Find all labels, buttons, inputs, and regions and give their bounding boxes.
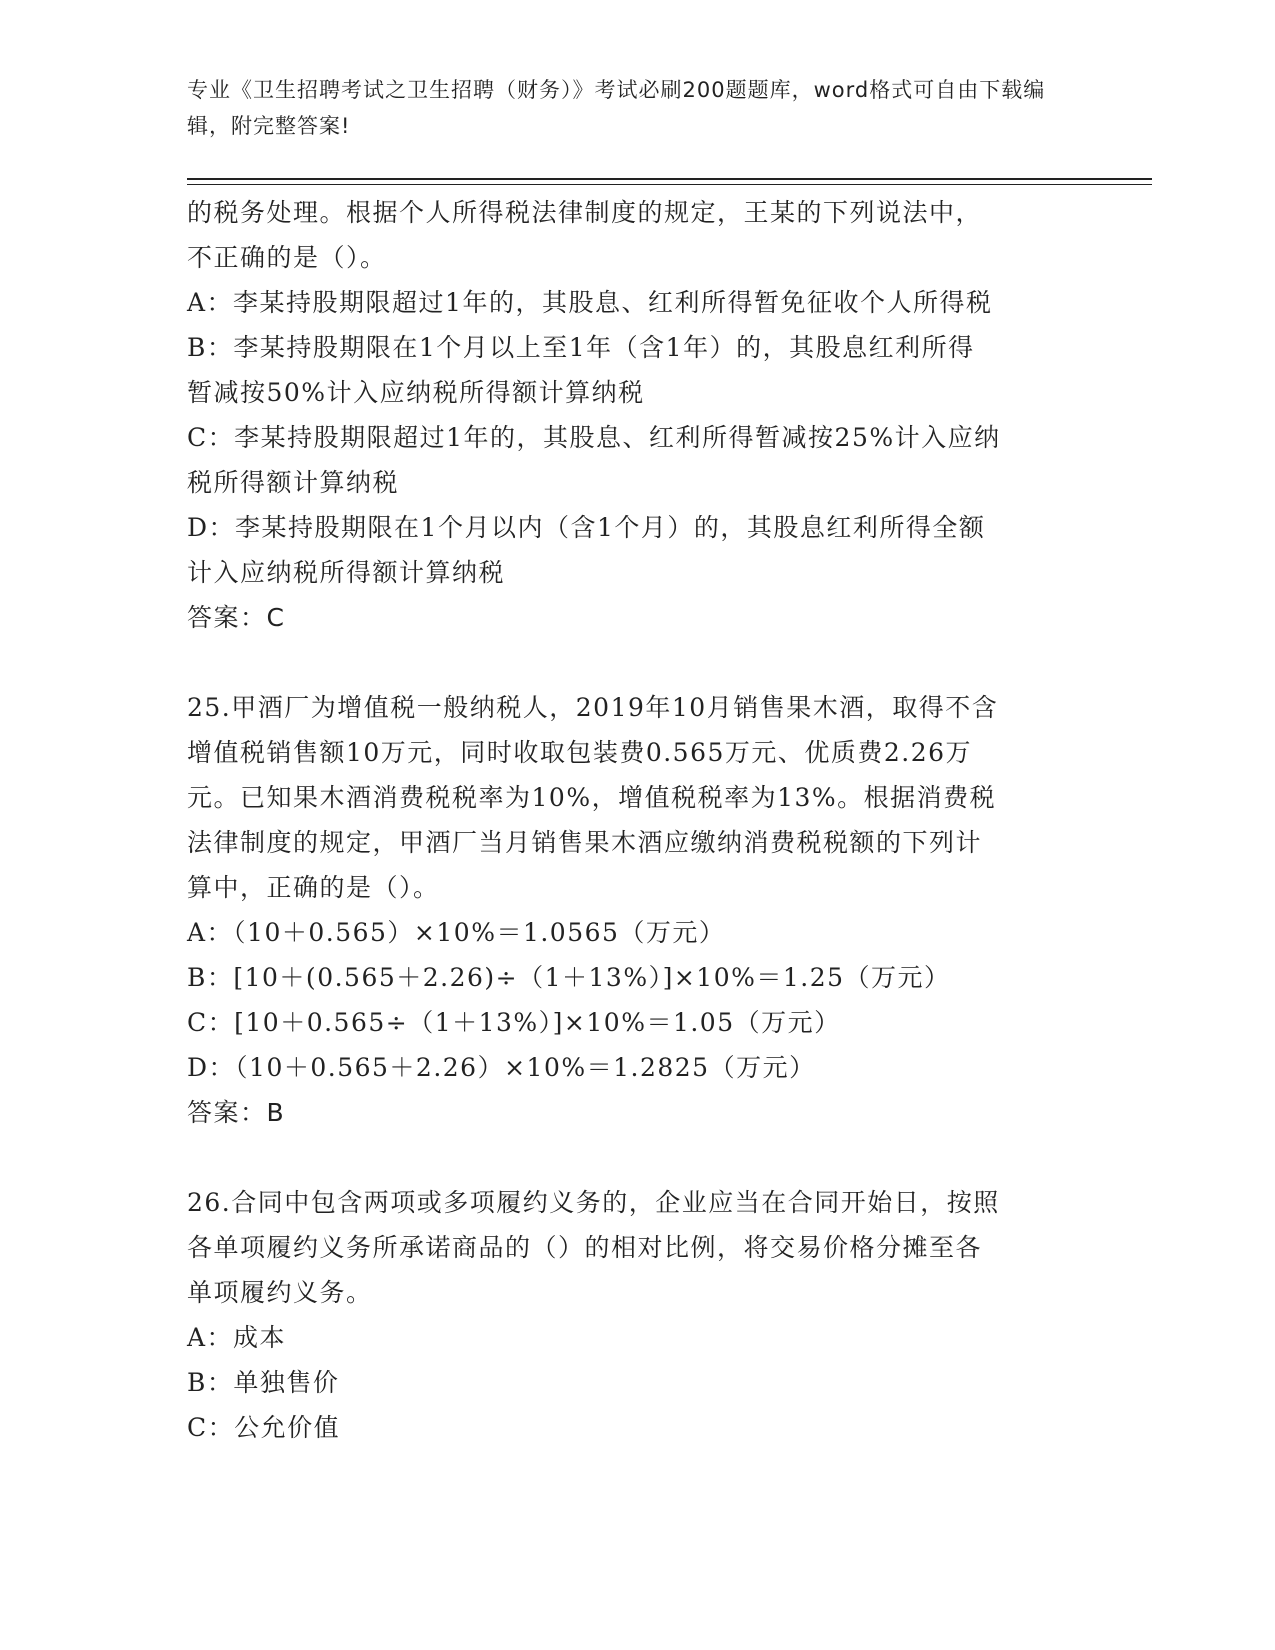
option-b: B：[10＋(0.565＋2.26)÷（1＋13%）]×10%＝1.25（万元） [187,963,951,992]
spacer [187,640,1067,685]
question-stem-line: 算中，正确的是（）。 [187,873,440,902]
question-stem-line: 单项履约义务。 [187,1278,373,1307]
question-stem-line: 不正确的是（）。 [187,243,387,272]
question-26 [187,1180,1067,1450]
option-c: C：[10＋0.565÷（1＋13%）]×10%＝1.05（万元） [187,1008,841,1037]
question-stem-line: 25.甲酒厂为增值税一般纳税人，2019年10月销售果木酒，取得不含 [187,693,999,722]
option-a: A：李某持股期限超过1年的，其股息、红利所得暂免征收个人所得税 [187,288,993,317]
option-b: B：李某持股期限在1个月以上至1年（含1年）的，其股息红利所得 [187,333,975,362]
option-c-cont: 税所得额计算纳税 [187,468,400,497]
question-stem-line: 法律制度的规定，甲酒厂当月销售果木酒应缴纳消费税税额的下列计 [187,828,983,857]
option-c: C：公允价值 [187,1413,341,1442]
option-d-cont: 计入应纳税所得额计算纳税 [187,558,506,587]
header-divider-thin [187,184,1152,185]
header-divider-thick [187,178,1152,180]
question-stem-line: 26.合同中包含两项或多项履约义务的，企业应当在合同开始日，按照 [187,1188,1000,1217]
option-b-cont: 暂减按50%计入应纳税所得额计算纳税 [187,378,645,407]
question-24 [187,190,1067,640]
question-stem-line: 的税务处理。根据个人所得税法律制度的规定，王某的下列说法中， [187,198,983,227]
answer-text: 答案：C [187,603,286,632]
question-25 [187,685,1067,1135]
option-d: D：（10＋0.565＋2.26）×10%＝1.2825（万元） [187,1053,816,1082]
spacer [187,1135,1067,1180]
option-a: A：成本 [187,1323,287,1352]
question-stem-line: 元。已知果木酒消费税税率为10%，增值税税率为13%。根据消费税 [187,783,997,812]
option-d: D：李某持股期限在1个月以内（含1个月）的，其股息红利所得全额 [187,513,986,542]
option-b: B：单独售价 [187,1368,340,1397]
option-c: C：李某持股期限超过1年的，其股息、红利所得暂减按25%计入应纳 [187,423,1001,452]
answer-text: 答案：B [187,1098,286,1127]
page-header-title: 专业《卫生招聘考试之卫生招聘（财务）》考试必刷200题题库，word格式可自由下载编辑，附完整答案! [187,78,1046,138]
option-a: A：（10＋0.565）×10%＝1.0565（万元） [187,918,726,947]
document-body [187,190,1067,1450]
question-stem-line: 增值税销售额10万元，同时收取包装费0.565万元、优质费2.26万 [187,738,973,767]
question-stem-line: 各单项履约义务所承诺商品的（）的相对比例，将交易价格分摊至各 [187,1233,983,1262]
